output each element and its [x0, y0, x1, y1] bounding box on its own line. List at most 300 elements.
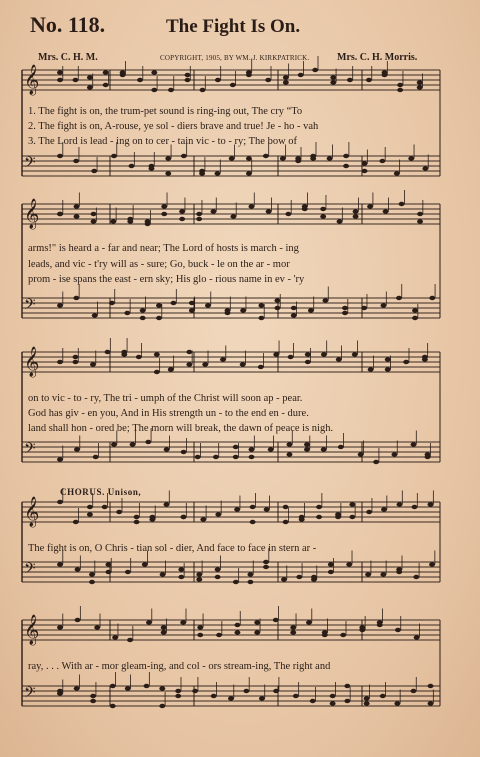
note-head	[75, 567, 81, 571]
note-head	[214, 171, 220, 175]
note-head	[205, 303, 211, 307]
note-head	[429, 562, 435, 566]
note-head	[165, 156, 171, 160]
note-head	[199, 88, 205, 92]
note-head	[330, 694, 336, 698]
note-head	[57, 360, 63, 364]
note-head	[151, 88, 157, 92]
note-head	[366, 510, 372, 514]
note-head	[210, 209, 216, 213]
note-head	[136, 355, 142, 359]
note-head	[295, 156, 301, 160]
note-head	[196, 577, 202, 581]
note-head	[417, 80, 423, 84]
bass-clef-icon: 𝄢	[24, 440, 36, 461]
note-head	[154, 370, 160, 374]
note-head	[92, 313, 98, 317]
note-head	[120, 70, 126, 74]
note-head	[258, 365, 264, 369]
note-head	[144, 684, 150, 688]
note-head	[337, 219, 343, 223]
note-head	[425, 452, 431, 456]
note-head	[196, 217, 202, 221]
note-head	[417, 219, 423, 223]
note-head	[316, 505, 322, 509]
note-head	[91, 219, 97, 223]
note-head	[330, 75, 336, 79]
bass-clef-icon: 𝄢	[24, 684, 36, 705]
note-head	[344, 684, 350, 688]
note-head	[171, 301, 177, 305]
note-head	[247, 572, 253, 576]
note-head	[302, 207, 308, 211]
note-head	[180, 515, 186, 519]
lyric-line: on to vic - to - ry, The tri - umph of the Christ will soon ap - pear.	[28, 393, 303, 404]
note-head	[178, 575, 184, 579]
note-head	[159, 686, 165, 690]
note-head	[179, 217, 185, 221]
note-head	[296, 575, 302, 579]
note-head	[181, 450, 187, 454]
note-head	[179, 209, 185, 213]
note-head	[234, 507, 240, 511]
note-head	[311, 575, 317, 579]
note-head	[330, 701, 336, 705]
note-head	[142, 562, 148, 566]
bass-clef-icon: 𝄢	[24, 296, 36, 317]
note-head	[249, 455, 255, 459]
note-head	[346, 562, 352, 566]
note-head	[298, 73, 304, 77]
note-head	[349, 502, 355, 506]
note-head	[57, 78, 63, 82]
note-head	[121, 352, 127, 356]
note-head	[254, 630, 260, 634]
note-head	[403, 360, 409, 364]
note-head	[383, 209, 389, 213]
note-head	[178, 567, 184, 571]
note-head	[380, 303, 386, 307]
note-head	[90, 362, 96, 366]
treble-clef-icon: 𝄞	[24, 347, 40, 377]
note-head	[94, 625, 100, 629]
note-head	[184, 78, 190, 82]
note-head	[89, 580, 95, 584]
note-head	[215, 512, 221, 516]
note-head	[263, 565, 269, 569]
note-head	[259, 696, 265, 700]
note-head	[414, 635, 420, 639]
note-head	[304, 442, 310, 446]
note-head	[111, 442, 117, 446]
note-head	[291, 313, 297, 317]
note-head	[263, 560, 269, 564]
note-head	[192, 689, 198, 693]
note-head	[164, 447, 170, 451]
note-head	[327, 156, 333, 160]
note-head	[349, 515, 355, 519]
note-head	[110, 704, 116, 708]
note-head	[310, 156, 316, 160]
note-head	[72, 355, 78, 359]
note-head	[165, 171, 171, 175]
note-head	[229, 156, 235, 160]
note-head	[215, 575, 221, 579]
note-head	[385, 357, 391, 361]
note-head	[90, 694, 96, 698]
note-head	[397, 83, 403, 87]
note-head	[228, 696, 234, 700]
note-head	[240, 362, 246, 366]
note-head	[134, 520, 140, 524]
note-head	[310, 699, 316, 703]
note-head	[111, 154, 117, 158]
note-head	[87, 75, 93, 79]
note-head	[328, 570, 334, 574]
lyric-line: The fight is on, O Chris - tian sol - dier, And face to face in stern ar -	[28, 543, 317, 554]
note-head	[285, 212, 291, 216]
note-head	[283, 75, 289, 79]
treble-clef-icon: 𝄞	[24, 615, 40, 645]
note-head	[352, 352, 358, 356]
note-head	[353, 214, 359, 218]
note-head	[429, 296, 435, 300]
note-head	[57, 212, 63, 216]
note-head	[199, 171, 205, 175]
note-head	[265, 78, 271, 82]
note-head	[156, 303, 162, 307]
note-head	[382, 70, 388, 74]
note-head	[399, 202, 405, 206]
note-head	[247, 580, 253, 584]
note-head	[197, 625, 203, 629]
note-head	[87, 505, 93, 509]
note-head	[258, 316, 264, 320]
note-head	[396, 296, 402, 300]
note-head	[240, 308, 246, 312]
note-head	[57, 500, 63, 504]
note-head	[196, 212, 202, 216]
note-head	[89, 572, 95, 576]
note-head	[184, 73, 190, 77]
note-head	[125, 686, 131, 690]
note-head	[234, 630, 240, 634]
hymn-number: No. 118.	[30, 12, 106, 37]
note-head	[322, 633, 328, 637]
note-head	[397, 88, 403, 92]
note-head	[306, 620, 312, 624]
note-head	[264, 507, 270, 511]
note-head	[250, 505, 256, 509]
note-head	[336, 357, 342, 361]
note-head	[130, 442, 136, 446]
bass-clef-icon: 𝄢	[24, 560, 36, 581]
note-head	[283, 505, 289, 509]
note-head	[342, 306, 348, 310]
note-head	[408, 156, 414, 160]
note-head	[234, 623, 240, 627]
note-head	[181, 154, 187, 158]
note-head	[73, 296, 79, 300]
note-head	[148, 166, 154, 170]
note-head	[233, 445, 239, 449]
note-head	[168, 88, 174, 92]
note-head	[87, 85, 93, 89]
note-head	[373, 460, 379, 464]
note-head	[380, 572, 386, 576]
note-head	[90, 699, 96, 703]
treble-clef-icon: 𝄞	[24, 199, 40, 229]
note-head	[215, 567, 221, 571]
note-head	[396, 502, 402, 506]
note-head	[428, 684, 434, 688]
note-head	[91, 212, 97, 216]
note-head	[280, 156, 286, 160]
note-head	[293, 694, 299, 698]
note-head	[286, 442, 292, 446]
note-head	[168, 367, 174, 371]
note-head	[73, 520, 79, 524]
note-head	[75, 618, 81, 622]
note-head	[304, 447, 310, 451]
note-head	[57, 562, 63, 566]
note-head	[73, 159, 79, 163]
bass-clef-icon: 𝄢	[24, 154, 36, 175]
note-head	[343, 164, 349, 168]
note-head	[263, 154, 269, 158]
note-head	[286, 452, 292, 456]
lyric-line: 1. The fight is on, the trum-pet sound is ring-ing out, The cry “To	[28, 106, 303, 117]
note-head	[364, 696, 370, 700]
note-head	[381, 507, 387, 511]
note-head	[243, 689, 249, 693]
note-head	[105, 562, 111, 566]
copyright-notice: COPYRIGHT, 1905, BY WM. J. KIRKPATRICK.	[160, 54, 310, 62]
note-head	[412, 316, 418, 320]
note-head	[377, 623, 383, 627]
note-head	[87, 512, 93, 516]
lyric-line: arms!" is heard a - far and near; The Lord of hosts is march - ing	[28, 243, 299, 254]
note-head	[216, 633, 222, 637]
treble-clef-icon: 𝄞	[24, 497, 40, 527]
note-head	[379, 159, 385, 163]
note-head	[180, 620, 186, 624]
note-head	[417, 85, 423, 89]
note-head	[103, 70, 109, 74]
note-head	[316, 515, 322, 519]
note-head	[246, 156, 252, 160]
note-head	[175, 694, 181, 698]
note-head	[74, 204, 80, 208]
note-head	[320, 214, 326, 218]
note-head	[102, 505, 108, 509]
note-head	[145, 440, 151, 444]
note-head	[250, 520, 256, 524]
note-head	[321, 352, 327, 356]
note-head	[93, 455, 99, 459]
note-head	[328, 562, 334, 566]
hymn-title: The Fight Is On.	[166, 16, 301, 37]
note-head	[290, 625, 296, 629]
note-head	[367, 204, 373, 208]
note-head	[230, 83, 236, 87]
note-head	[396, 570, 402, 574]
note-head	[110, 219, 116, 223]
note-head	[57, 625, 63, 629]
note-head	[57, 154, 63, 158]
lyric-line: 3. The Lord is lead - ing on to cer - tain vic - to - ry; The bow of	[28, 136, 298, 147]
note-head	[91, 169, 97, 173]
note-head	[74, 447, 80, 451]
note-head	[116, 510, 122, 514]
note-head	[140, 308, 146, 312]
note-head	[160, 572, 166, 576]
note-head	[422, 166, 428, 170]
note-head	[246, 73, 252, 77]
note-head	[338, 445, 344, 449]
note-head	[248, 204, 254, 208]
lyric-line: ray, . . . With ar - mor gleam-ing, and col - ors stream-ing, The right and	[28, 661, 331, 672]
note-head	[149, 515, 155, 519]
note-head	[411, 442, 417, 446]
note-head	[288, 355, 294, 359]
note-head	[57, 689, 63, 693]
note-head	[213, 455, 219, 459]
words-credit: Mrs. C. H. M.	[38, 52, 98, 63]
note-head	[291, 306, 297, 310]
note-head	[258, 303, 264, 307]
note-head	[249, 447, 255, 451]
note-head	[105, 570, 111, 574]
note-head	[343, 154, 349, 158]
note-head	[124, 311, 130, 315]
treble-clef-icon: 𝄞	[24, 65, 40, 95]
note-head	[161, 212, 167, 216]
note-head	[215, 78, 221, 82]
lyric-line: prom - ise spans the east - ern sky; His glo - rious name in ev - 'ry	[28, 274, 305, 285]
note-head	[137, 78, 143, 82]
note-head	[366, 78, 372, 82]
note-head	[281, 577, 287, 581]
note-head	[394, 171, 400, 175]
note-head	[391, 452, 397, 456]
note-head	[394, 701, 400, 705]
note-head	[347, 78, 353, 82]
note-head	[159, 704, 165, 708]
lyric-line: 2. The fight is on, A-rouse, ye sol - diers brave and true! Je - ho - vah	[28, 121, 319, 132]
note-head	[146, 620, 152, 624]
note-head	[321, 447, 327, 451]
note-head	[428, 502, 434, 506]
note-head	[230, 214, 236, 218]
note-head	[254, 620, 260, 624]
note-head	[305, 360, 311, 364]
note-head	[283, 80, 289, 84]
note-head	[57, 303, 63, 307]
note-head	[196, 572, 202, 576]
note-head	[308, 308, 314, 312]
note-head	[233, 580, 239, 584]
note-head	[220, 357, 226, 361]
note-head	[330, 80, 336, 84]
note-head	[413, 575, 419, 579]
note-head	[163, 502, 169, 506]
note-head	[417, 212, 423, 216]
note-head	[340, 633, 346, 637]
note-head	[358, 452, 364, 456]
note-head	[320, 207, 326, 211]
note-head	[200, 517, 206, 521]
note-head	[161, 630, 167, 634]
note-head	[57, 70, 63, 74]
note-head	[125, 570, 131, 574]
note-head	[112, 635, 118, 639]
note-head	[274, 306, 280, 310]
note-head	[186, 350, 192, 354]
note-head	[422, 357, 428, 361]
note-head	[299, 517, 305, 521]
note-head	[186, 362, 192, 366]
note-head	[154, 352, 160, 356]
note-head	[283, 520, 289, 524]
note-head	[127, 638, 133, 642]
note-head	[364, 701, 370, 705]
note-head	[103, 83, 109, 87]
note-head	[266, 209, 272, 213]
note-head	[197, 633, 203, 637]
note-head	[161, 625, 167, 629]
note-head	[342, 311, 348, 315]
note-head	[428, 701, 434, 705]
note-head	[246, 171, 252, 175]
note-head	[145, 219, 151, 223]
note-head	[110, 684, 116, 688]
note-head	[412, 308, 418, 312]
note-head	[74, 686, 80, 690]
note-head	[224, 311, 230, 315]
note-head	[290, 630, 296, 634]
note-head	[129, 164, 135, 168]
note-head	[156, 316, 162, 320]
lyric-line: leads, and vic - t'ry will as - sure; Go, buck - le on the ar - mor	[28, 259, 290, 270]
lyric-line: God has giv - en you, And in His strength un - to the end en - dure.	[28, 408, 309, 419]
note-head	[161, 204, 167, 208]
note-head	[322, 298, 328, 302]
note-head	[72, 78, 78, 82]
note-head	[410, 689, 416, 693]
note-head	[344, 699, 350, 703]
note-head	[274, 298, 280, 302]
note-head	[72, 360, 78, 364]
lyric-line: land shall hon - ored be; The morn will break, the dawn of peace is nigh.	[28, 423, 334, 434]
note-head	[74, 214, 80, 218]
note-head	[57, 457, 63, 461]
note-head	[335, 512, 341, 516]
chorus-label: CHORUS. Unison,	[60, 487, 142, 497]
note-head	[368, 367, 374, 371]
note-head	[412, 505, 418, 509]
note-head	[380, 694, 386, 698]
note-head	[385, 367, 391, 371]
note-head	[268, 447, 274, 451]
note-head	[395, 628, 401, 632]
note-head	[195, 455, 201, 459]
note-head	[134, 515, 140, 519]
note-head	[202, 362, 208, 366]
note-head	[365, 572, 371, 576]
note-head	[233, 455, 239, 459]
note-head	[211, 694, 217, 698]
